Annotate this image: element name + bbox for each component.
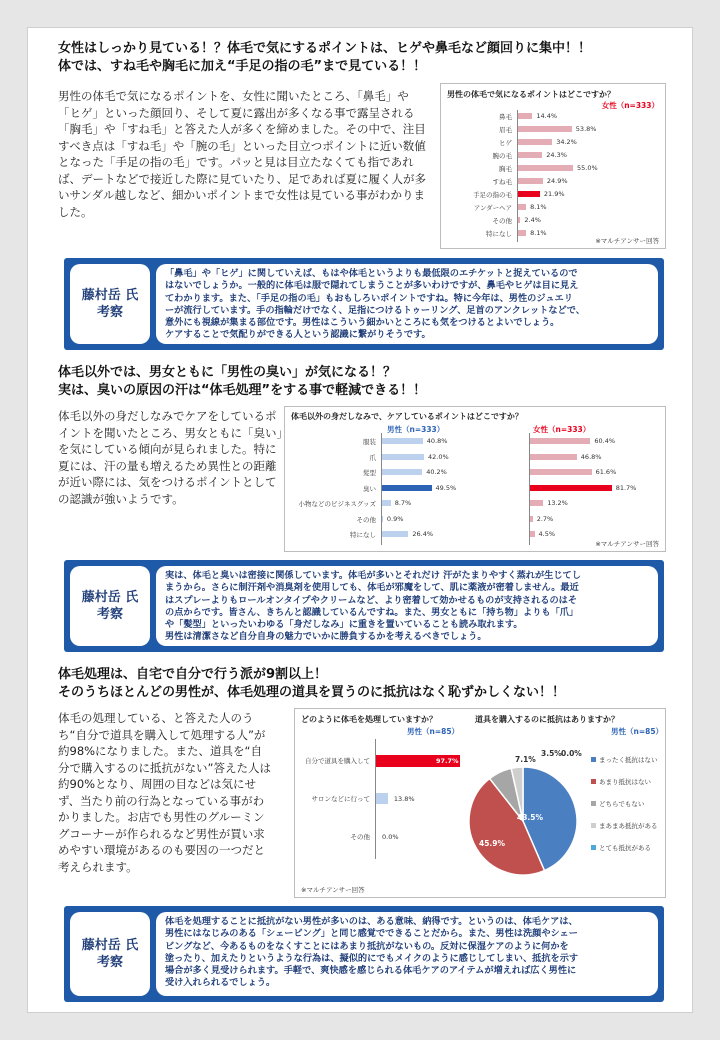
bar-female: [530, 469, 592, 475]
value-label: 13.8%: [393, 795, 415, 803]
value-label: 8.1%: [530, 229, 547, 237]
consult-line: ーが流行しています。手の指輪だけでなく、足指につけるトゥーリング、足首のアンクレットなどで、: [165, 304, 585, 316]
bar-chart-title: どのように体毛を処理していますか？: [301, 715, 437, 724]
legend-swatch: [591, 801, 596, 806]
chart-title: 男性の体毛で気になるポイントはどこですか？: [447, 90, 615, 99]
consultant-name-label: 藤村岳 氏: [81, 288, 139, 303]
consult-line: はないでしょうか。一般的に体毛は服で隠れてしまうことが多いわけですが、鼻毛やヒゲは目に見え: [165, 280, 579, 292]
category-label: 特になし: [350, 531, 376, 539]
value-label: 53.8%: [575, 125, 597, 133]
value-label: 55.0%: [577, 164, 598, 172]
consultant-name: [70, 912, 150, 996]
bar: [518, 191, 540, 197]
value-label: 97.7%: [436, 757, 459, 765]
legend-swatch: [591, 823, 596, 828]
chart-source-note: ※マルチアンサー回答: [595, 237, 659, 245]
bar: [518, 126, 572, 132]
bar-chart-source-note: ※マルチアンサー回答: [301, 886, 365, 894]
value-label-male: 40.2%: [426, 468, 447, 476]
section3-headline: [58, 666, 678, 702]
value-label: 24.3%: [546, 151, 567, 159]
bar: [518, 204, 526, 210]
value-label-female: 61.6%: [595, 468, 617, 476]
consultant-name-label: 藤村岳 氏: [81, 938, 139, 953]
headline-line: 体では、すね毛や胸毛に加え“手足の指の毛”まで見ている！！: [58, 59, 427, 74]
category-label: 小物などのビジネスグッズ: [298, 500, 376, 508]
chart-source-note: ※マルチアンサー回答: [595, 540, 659, 548]
consult-box-3: [64, 906, 664, 1002]
consult-line: 「鼻毛」や「ヒゲ」に関していえば、もはや体毛というよりも最低限のエチケットと捉えているので: [165, 268, 578, 279]
chart-hair-removal: [294, 708, 666, 898]
value-label-male: 0.9%: [386, 514, 404, 523]
consultant-role-label: 考察: [96, 305, 123, 320]
legend-label: どちらでもない: [599, 800, 645, 808]
pie-value-label: 3.5%: [541, 749, 562, 758]
section1-body: 男性の体毛で気になるポイントを、女性に聞いたところ、「鼻毛」や「ヒゲ」といった顔回り、そして夏に露出が多くなる事で露呈される「胸毛」や「すね毛」と答えた人が多くを締めました。その中で、注目すべき点は「すね毛」や「腕の毛」といった目立つポイントに近い数値となった「手足の指の毛」です。パッと見は目立たなくても指であれば、デートなどで接近した際に見ていたり、足であれば夏に履く人が多いサンダル越しなど、細かいポイントまで女性は見ている事がわかりました。: [58, 89, 426, 219]
category-label: その他: [350, 833, 370, 841]
consult-line: 実は、体毛と臭いは密接に関係しています。体毛が多いとそれだけ 汗がたまりやすく蒸れが生じてし: [165, 570, 581, 581]
headline-line: 女性はしっかり見ている！？体毛で気にするポイントは、ヒゲや鼻毛など顔回りに集中！！: [58, 41, 592, 56]
pie-value-label: 0.0%: [561, 749, 582, 758]
category-label: 服装: [363, 438, 376, 446]
consult-line: の点からです。皆さん、きちんと認識しているんですね。また、男女ともに「持ち物」よりも「爪」: [165, 606, 579, 618]
consult-line: 体毛を処理することに抵抗がない男性が多いのは、ある意味、納得です。というのは、体毛ケアは、: [165, 916, 578, 927]
bar-male: [382, 500, 391, 506]
category-label: 特になし: [486, 230, 512, 238]
category-label: サロンなどに行って: [311, 795, 370, 803]
value-label-male: 42.0%: [428, 452, 449, 461]
category-label: その他: [492, 217, 512, 225]
bar-male: [382, 485, 432, 491]
consult-line: 男性は清潔さなど自分自身の魅力でいかに勝負するかを考えるべきでしょう。: [165, 631, 487, 643]
value-label: 2.4%: [524, 216, 541, 224]
chart-title: 体毛以外の身だしなみで、ケアしているポイントはどこですか？: [291, 412, 523, 421]
bar-male: [382, 454, 424, 460]
bar: [518, 113, 532, 119]
category-label: 鼻毛: [499, 113, 512, 121]
value-label-female: 13.2%: [547, 499, 568, 507]
legend-label: まったく抵抗はない: [599, 756, 658, 764]
value-label-male: 49.5%: [435, 483, 457, 492]
category-label: すね毛: [492, 178, 512, 186]
bar-male: [382, 531, 408, 537]
pie-value-label: 7.1%: [515, 755, 536, 764]
category-label: 胸毛: [499, 165, 512, 173]
consult-text: [156, 264, 658, 344]
value-label-female: 81.7%: [615, 483, 637, 492]
bar: [518, 165, 573, 171]
page: [27, 27, 693, 1013]
consult-box-2: [64, 560, 664, 652]
value-label-female: 60.4%: [594, 437, 616, 445]
consult-line: てわかります。また、「手足の指の毛」もおもしろいポイントですね。特に今年は、男性のジュエリ: [165, 292, 573, 304]
section1-headline: [58, 40, 678, 76]
value-label-male: 40.8%: [426, 437, 448, 445]
pie-value-label: 43.5%: [517, 813, 544, 822]
value-label-female: 46.8%: [580, 452, 602, 461]
bar: [518, 139, 552, 145]
bar: [518, 217, 520, 223]
consult-line: ビングなど、今あるものをなくすことにはあまり抵抗がないもの。反対に保湿ケアのように何かを: [165, 940, 569, 952]
category-label: 臭い: [363, 484, 376, 493]
section3-body: 体毛の処理している、と答えた人のうち“自分で道具を購入して処理する人”が約98%になりました。また、道具を“自分で購入するのに抵抗がない”答えた人は約90%となり、周囲の目などは気にせず、当たり前の行為となっている事がわかりました。お店でも男性のグルーミングコーナーが作られるなど男性が買い求めやすい環境があるのも要因の一つだと考えられます。: [58, 711, 271, 874]
consult-line: はスプレーよりもロールオンタイプやクリームなど、より密着して効かせるものが支持されるのはそ: [165, 594, 578, 606]
series-label-male: 男性（n=333）: [387, 425, 445, 434]
bar-female: [530, 454, 577, 460]
chart-grooming-points: [284, 406, 666, 552]
consultant-name: [70, 264, 150, 344]
legend-label: あまり抵抗はない: [599, 778, 651, 786]
consult-text: [156, 912, 658, 996]
headline-line: 実は、臭いの原因の汗は“体毛処理”をする事で軽減できる！！: [58, 383, 427, 398]
category-label: その他: [356, 515, 376, 524]
consult-line: 場合が多く見受けられます。手軽で、爽快感を感じられる体毛ケアのアイテムが増えれば広く男性に: [165, 965, 577, 977]
value-label: 21.9%: [543, 190, 565, 198]
consult-line: 男性にはなじみのある「シェービング」と同じ感覚でできることだから。また、男性は洗顔やシェー: [165, 928, 578, 940]
pie-chart-title: 道具を購入するのに抵抗はありますか？: [475, 715, 619, 724]
bar-male: [382, 438, 423, 444]
pie-series-label: 男性（n=85）: [611, 727, 664, 736]
bar-female: [530, 531, 535, 537]
bar: [518, 230, 526, 236]
category-label: 髪型: [363, 469, 376, 477]
bar: [518, 178, 543, 184]
legend-swatch: [591, 845, 596, 850]
legend-label: まあまあ抵抗がある: [599, 822, 658, 830]
chart-body-hair-points: [440, 83, 666, 249]
consultant-role-label: 考察: [96, 607, 123, 622]
consult-line: まうから。さらに制汗剤や消臭剤を使用しても、体毛が邪魔をして、肌に薬液が密着しません。最近: [165, 582, 579, 594]
series-label-female: 女性（n=333）: [533, 425, 591, 434]
headline-line: そのうちほとんどの男性が、体毛処理の道具を買うのに抵抗はなく恥ずかしくない！！: [58, 685, 566, 700]
bar: [376, 793, 388, 804]
consult-text: [156, 566, 658, 646]
category-label: 手足の指の毛: [473, 191, 512, 199]
value-label: 24.9%: [546, 177, 568, 185]
consult-line: ケアすることで気配りができる人という認識に繋がりそうです。: [165, 329, 431, 341]
value-label: 8.1%: [530, 203, 547, 211]
consult-box-1: [64, 258, 664, 350]
category-label: アンダーヘア: [473, 204, 512, 212]
value-label-male: 26.4%: [412, 530, 434, 538]
value-label-female: 2.7%: [536, 514, 554, 523]
bar-series-label: 男性（n=85）: [407, 727, 460, 736]
consult-line: 塗ったり、加えたりというような行為は、擬似的にでもメイクのように感じしてしまい、抵抗を示す: [165, 952, 579, 964]
consult-line: 意外にも視線が集まる部位です。男性はこういう細かいところにも気をつけるとよいでしょう。: [165, 317, 560, 329]
bar-female: [530, 485, 612, 491]
consult-line: 受け入れられるでしょう。: [165, 977, 276, 989]
consult-line: や「髪型」といったいわゆる「身だしなみ」に重きを置いていることも読み取れます。: [165, 619, 523, 631]
legend-swatch: [591, 757, 596, 762]
value-label: 14.4%: [536, 112, 558, 120]
legend-label: とても抵抗がある: [599, 844, 651, 852]
pie-value-label: 45.9%: [479, 839, 506, 848]
bar-male: [382, 516, 383, 522]
value-label: 34.2%: [556, 138, 577, 146]
category-label: 自分で道具を購入して: [305, 757, 370, 765]
category-label: 腕の毛: [492, 152, 512, 160]
series-label-female: 女性（n=333）: [601, 101, 659, 110]
headline-line: 体毛処理は、自宅で自分で行う派が9割以上！: [58, 667, 328, 682]
consultant-role-label: 考察: [96, 955, 123, 970]
category-label: 眉毛: [499, 126, 512, 134]
value-label-female: 4.5%: [538, 530, 556, 538]
section2-body: 体毛以外の身だしなみでケアをしているポイントを聞いたところ、男女ともに「臭い」を気にしている傾向が見られました。特に夏には、汗の量も増えるため異性との距離が近い際には、気をつけるポイントとしての認識が強いようです。: [58, 409, 283, 506]
legend-swatch: [591, 779, 596, 784]
bar: [518, 152, 542, 158]
value-label-male: 8.7%: [394, 499, 412, 507]
headline-line: 体毛以外では、男女ともに「男性の臭い」が気になる！？: [58, 365, 397, 380]
category-label: ヒゲ: [499, 139, 512, 147]
consultant-name-label: 藤村岳 氏: [81, 590, 139, 605]
value-label: 0.0%: [382, 833, 399, 841]
consultant-name: [70, 566, 150, 646]
bar-female: [530, 438, 590, 444]
category-label: 爪: [369, 453, 376, 462]
section2-headline: [58, 364, 678, 400]
bar-male: [382, 469, 422, 475]
bar-female: [530, 516, 533, 522]
bar-female: [530, 500, 543, 506]
